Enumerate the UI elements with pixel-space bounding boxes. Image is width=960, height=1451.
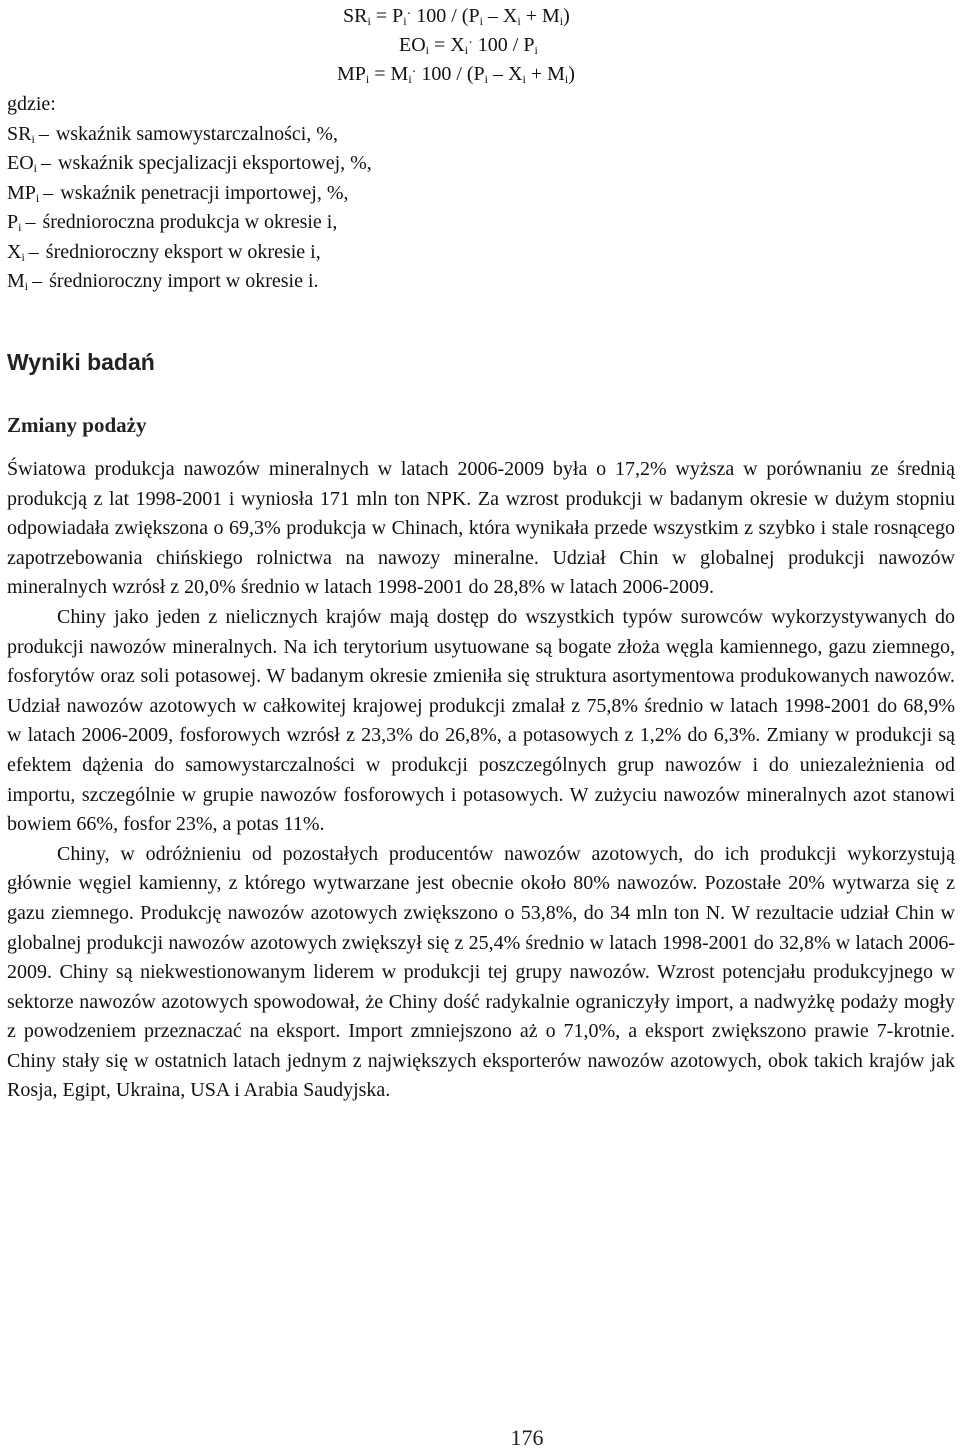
definition-text: wskaźnik penetracji importowej, %, [55, 181, 349, 204]
definition-dash: – [32, 270, 43, 292]
definition-dash: – [41, 152, 52, 174]
definition-dash: – [43, 181, 54, 204]
definitions-items [7, 120, 372, 297]
definition-symbol: SR [7, 122, 32, 145]
formula-text: = X [429, 34, 465, 56]
formula-subscript: i [367, 14, 371, 28]
formula-text: – X [488, 63, 523, 85]
definition-dash: – [25, 211, 36, 233]
formula-subscript: i [517, 14, 521, 28]
formula-symbol: EO [399, 34, 426, 56]
formula-text: + M [525, 63, 565, 85]
formula-text: 100 / P [472, 34, 535, 56]
paragraph: Chiny, w odróżnieniu od pozostałych producentów nawozów azotowych, do ich produkcji wykorzystują głównie węgiel kamienny, z którego wytwarzane jest obecnie około 80% nawozów. Pozostałe 20% wytwarza się z gazu ziemnego. Produkcję nawozów azotowych zwiększono o 53,8%, do 34 mln ton N. W rezultacie udział Chin w globalnej produkcji nawozów azotowych zwiększył się z 25,4% średnio w latach 1998-2001 do 32,8% w latach 2006-2009. Chiny są niekwestionowanym liderem w produkcji tej grupy nawozów. Wzrost potencjału produkcyjnego w sektorze nawozów azotowych spowodował, że Chiny dość radykalnie ograniczyły import, a nadwyżkę podaży mogły z powodzeniem przeznaczać na eksport. Import zmniejszono aż o 71,0%, a eksport zwiększono prawie 7-krotnie. Chiny stały się w ostatnich latach jednym z największych eksporterów nawozów azotowych, obok takich krajów jak Rosja, Egipt, Ukraina, USA i Arabia Saudyjska. [7, 842, 955, 1102]
formula-text: 100 / (P [411, 5, 480, 27]
formula-symbol: SR [343, 5, 368, 27]
paragraph: Chiny jako jeden z nielicznych krajów mają dostęp do wszystkich typów surowców wykorzystywanych do produkcji nawozów mineralnych. Na ich terytorium usytuowane są bogate złoża węgla kamiennego, gazu ziemnego, fosforytów oraz soli potasowej. W badanym okresie zmieniła się struktura asortymentowa produkowanych nawozów. Udział nawozów azotowych w całkowitej krajowej produkcji zmalał z 75,8% średnio w latach 1998-2001 do 68,9% w latach 2006-2009, fosforowych wzrósł z 23,3% do 26,8%, a potasowych z 1,2% do 6,3%. Zmiany w produkcji są efektem dążenia do samowystarczalności w produkcji poszczególnych grup nawozów i do uniezależnienia od importu, szczególnie w grupie nawozów fosforowych i potasowych. W zużyciu nawozów mineralnych azot stanowi bowiem 66%, fosfor 23%, a potas 11%. [7, 605, 955, 836]
formula-subscript: i [564, 72, 569, 86]
formula-subscript: i [479, 14, 483, 28]
definition-text: średnioroczny import w okresie i. [44, 270, 319, 292]
definitions-list [7, 90, 372, 297]
definition-subscript: i [18, 220, 22, 234]
formula-text: – X [482, 5, 518, 27]
formula-sr [343, 2, 575, 31]
formula-eo [399, 31, 575, 60]
definitions-intro: gdzie: [7, 93, 56, 115]
formula-text: 100 / (P [416, 63, 485, 85]
definition-text: średnioroczny eksport w okresie i, [40, 240, 321, 263]
definition-subscript: i [31, 131, 35, 146]
page-number: 176 [510, 1425, 544, 1450]
definition-item [7, 120, 372, 150]
definition-subscript: i [24, 279, 29, 293]
formula-subscript: i [522, 72, 526, 86]
definition-text: średnioroczna produkcja w okresie i, [37, 211, 338, 233]
definition-dash: – [38, 122, 49, 145]
formula-subscript: i [365, 72, 370, 86]
formula-subscript: i [559, 14, 564, 28]
multiply-dot: · [411, 65, 417, 80]
formula-subscript: i [464, 43, 469, 57]
formula-text: = P [370, 5, 404, 27]
definition-symbol: P [7, 211, 19, 233]
definition-symbol: MP [7, 181, 36, 204]
formula-subscript: i [425, 43, 430, 57]
multiply-dot: · [468, 36, 473, 51]
definition-item [7, 179, 372, 209]
formula-text: = M [369, 63, 409, 85]
definition-item [7, 238, 372, 268]
section-title: Wyniki badań [7, 349, 155, 375]
definition-subscript: i [33, 161, 38, 175]
definition-item [7, 149, 372, 179]
definition-item [7, 267, 372, 297]
formula-mp [337, 60, 575, 89]
formula-text: + M [520, 5, 560, 27]
formula-subscript: i [534, 43, 538, 57]
formula-block [337, 2, 575, 89]
definition-item [7, 208, 372, 238]
definition-text: wskaźnik specjalizacji eksportowej, %, [53, 152, 372, 174]
formula-subscript: i [408, 72, 412, 86]
definition-symbol: M [7, 270, 25, 292]
body-text [7, 455, 955, 1106]
paragraph: Światowa produkcja nawozów mineralnych w latach 2006-2009 była o 17,2% wyższa w porównaniu ze średnią produkcją z lat 1998-2001 i wyniosła 171 mln ton NPK. Za wzrost produkcji w badanym okresie w dużym stopniu odpowiadała zwiększona o 69,3% produkcja w Chinach, która wynikała przede wszystkim z szybko i stale rosnącego zapotrzebowania chińskiego rolnictwa na nawozy mineralne. Udział Chin w globalnej produkcji nawozów mineralnych wzrósł z 20,0% średnio w latach 1998-2001 do 28,8% w latach 2006-2009. [7, 458, 955, 599]
definition-symbol: X [7, 240, 22, 263]
formula-text: ) [563, 5, 570, 27]
definition-subscript: i [21, 249, 25, 264]
formula-text: ) [568, 63, 575, 85]
formula-subscript: i [403, 14, 407, 28]
definition-symbol: EO [7, 152, 34, 174]
subsection-title: Zmiany podaży [7, 413, 147, 437]
definition-dash: – [28, 240, 39, 263]
formula-symbol: MP [337, 63, 366, 85]
formula-subscript: i [484, 72, 489, 86]
multiply-dot: · [406, 7, 412, 22]
definition-text: wskaźnik samowystarczalności, %, [50, 122, 338, 145]
definition-subscript: i [35, 190, 40, 205]
